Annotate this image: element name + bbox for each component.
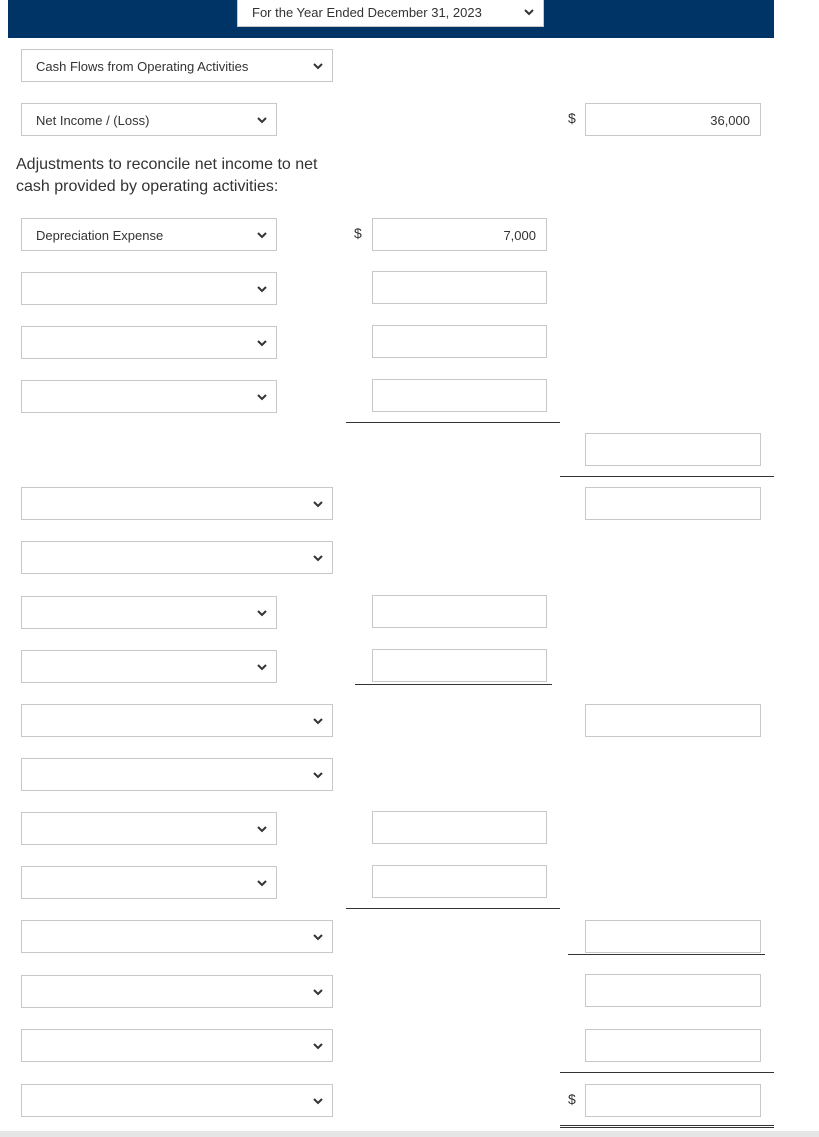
item-select-7[interactable] (21, 812, 277, 845)
adjustment-amount-input-2[interactable] (372, 271, 547, 304)
item-amount-input-7[interactable] (372, 811, 547, 844)
item-select-5[interactable] (21, 596, 277, 629)
chevron-down-icon (312, 1096, 324, 1106)
adjustment-amount-value-1: 7,000 (503, 228, 536, 243)
chevron-down-icon (256, 284, 268, 294)
chevron-down-icon (312, 61, 324, 71)
chevron-down-icon (312, 987, 324, 997)
subtotal-rule-4 (346, 908, 560, 909)
chevron-down-icon (523, 7, 535, 17)
chevron-down-icon (256, 338, 268, 348)
chevron-down-icon (312, 770, 324, 780)
adjustment-select-1-value: Depreciation Expense (36, 228, 164, 243)
adjustment-select-2[interactable] (21, 272, 277, 305)
subtotal-rule-3 (355, 684, 552, 685)
section-select-4[interactable] (21, 704, 333, 737)
net-income-currency: $ (568, 110, 576, 126)
section-select[interactable] (21, 49, 333, 82)
chevron-down-icon (256, 230, 268, 240)
item-amount-input-5[interactable] (372, 595, 547, 628)
chevron-down-icon (256, 662, 268, 672)
chevron-down-icon (312, 499, 324, 509)
bottom-scroll-strip (0, 1131, 819, 1137)
net-income-select-value: Net Income / (Loss) (36, 113, 150, 128)
section-8-amount-input[interactable] (585, 1029, 761, 1062)
section-6-amount-input[interactable] (585, 920, 761, 953)
section-select-8[interactable] (21, 1029, 333, 1062)
section-4-amount-input[interactable] (585, 704, 761, 737)
chevron-down-icon (312, 553, 324, 563)
section-select-7[interactable] (21, 975, 333, 1008)
adjustment-amount-input-4[interactable] (372, 379, 547, 412)
adjustment-amount-input-1[interactable] (372, 218, 547, 251)
item-select-8[interactable] (21, 866, 277, 899)
net-income-amount-value: 36,000 (710, 113, 750, 128)
period-select[interactable] (237, 0, 544, 27)
final-total-double-rule (560, 1125, 774, 1128)
chevron-down-icon (256, 392, 268, 402)
section-select-6[interactable] (21, 920, 333, 953)
subtotal-rule-5 (568, 954, 765, 955)
adjustment-amount-input-3[interactable] (372, 325, 547, 358)
item-amount-input-6[interactable] (372, 649, 547, 682)
subtotal-rule-1 (346, 422, 560, 423)
subtotal-rule-6 (560, 1072, 774, 1073)
adjustment-select-4[interactable] (21, 380, 277, 413)
item-select-6[interactable] (21, 650, 277, 683)
adjustment-1-currency: $ (354, 225, 362, 241)
chevron-down-icon (312, 932, 324, 942)
period-select-value: For the Year Ended December 31, 2023 (252, 5, 482, 20)
chevron-down-icon (312, 1041, 324, 1051)
chevron-down-icon (256, 115, 268, 125)
section-7-amount-input[interactable] (585, 974, 761, 1007)
subtotal-rule-2 (560, 476, 774, 477)
chevron-down-icon (256, 608, 268, 618)
chevron-down-icon (312, 716, 324, 726)
adjustment-select-3[interactable] (21, 326, 277, 359)
section-select-3[interactable] (21, 541, 333, 574)
section-select-value: Cash Flows from Operating Activities (36, 59, 249, 74)
net-income-select[interactable] (21, 103, 277, 136)
section-select-9[interactable] (21, 1084, 333, 1117)
chevron-down-icon (256, 824, 268, 834)
adjustments-heading: Adjustments to reconcile net income to net cash provided by operating activities: (16, 156, 318, 195)
section-2-amount-input[interactable] (585, 487, 761, 520)
net-income-amount-input[interactable] (585, 103, 761, 136)
section-select-2[interactable] (21, 487, 333, 520)
section-select-5[interactable] (21, 758, 333, 791)
item-amount-input-8[interactable] (372, 865, 547, 898)
chevron-down-icon (256, 878, 268, 888)
adjustment-select-1[interactable] (21, 218, 277, 251)
final-total-currency: $ (568, 1091, 576, 1107)
total-adjustments-input[interactable] (585, 433, 761, 466)
final-total-input[interactable] (585, 1084, 761, 1117)
